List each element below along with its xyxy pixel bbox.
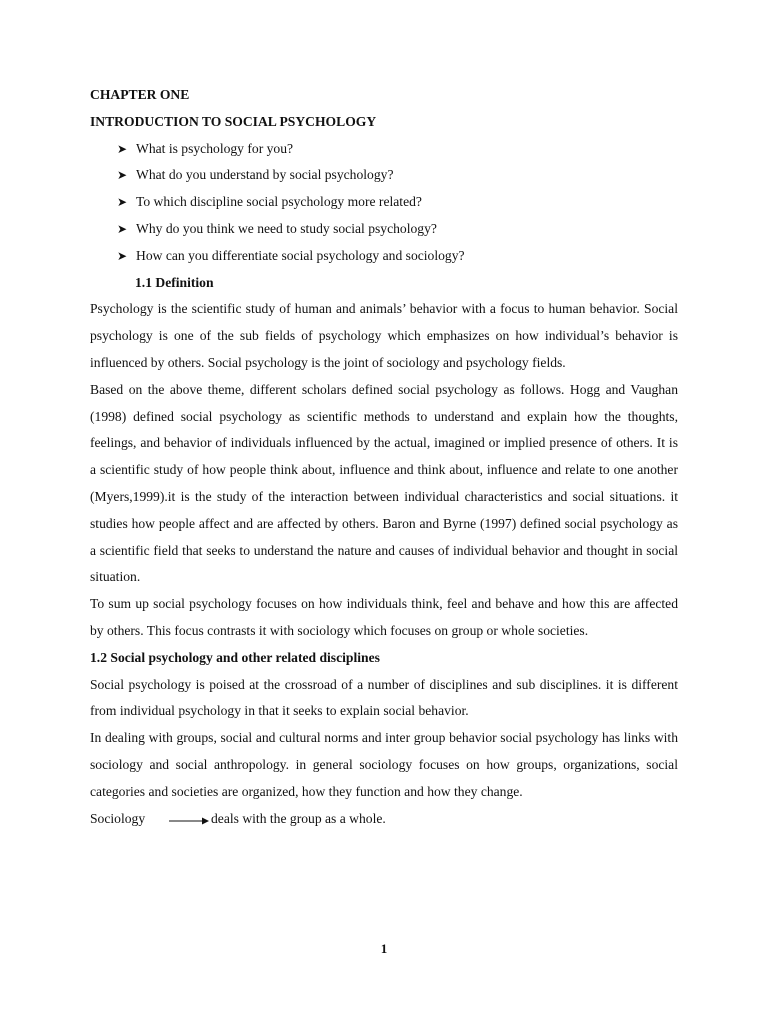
list-item: ➤ To which discipline social psychology more related? bbox=[117, 189, 678, 216]
paragraph-scholars: Based on the above theme, different scholars defined social psychology as follows. Hogg and Vaughan (1998) defined social psychology as scientific methods to understand and explain how the thoughts, feelings, and behavior of individuals influenced by the actual, imagined or implied presence of others. It is a scientific study of how people think about, influence and think about, influence and relate to one another (Myers,1999).it is the study of the interaction between individual characteristics and social situations. it studies how people affect and are affected by others. Baron and Byrne (1997) defined social psychology as a scientific field that seeks to understand the nature and causes of individual behavior and thought in social situation. bbox=[90, 381, 678, 585]
page-content bbox=[90, 82, 678, 832]
section-heading-related-disciplines: 1.2 Social psychology and other related disciplines bbox=[90, 649, 380, 665]
chapter-title: INTRODUCTION TO SOCIAL PSYCHOLOGY bbox=[90, 113, 377, 129]
page-number: 1 bbox=[380, 941, 388, 956]
section-heading-definition: 1.1 Definition bbox=[135, 274, 214, 290]
chapter-heading: CHAPTER ONE bbox=[90, 87, 190, 102]
list-item: ➤ Why do you think we need to study social psychology? bbox=[117, 216, 678, 243]
paragraph-definition: Psychology is the scientific study of human and animals’ behavior with a focus to human behavior. Social psychology is one of the sub fields of psychology which emphasizes on how individual’s behavior is influenced by others. Social psychology is the joint of sociology and psychology fields. bbox=[90, 301, 678, 370]
sociology-description: deals with the group as a whole. bbox=[211, 810, 386, 826]
arrow-bullet-icon: ➤ bbox=[117, 168, 128, 183]
list-item: ➤ How can you differentiate social psychology and sociology? bbox=[117, 243, 678, 270]
paragraph-crossroad: Social psychology is poised at the crossroad of a number of disciplines and sub disciplines. it is different from individual psychology in that it seeks to explain social behavior. bbox=[90, 676, 678, 719]
paragraph-summary: To sum up social psychology focuses on how individuals think, feel and behave and how this are affected by others. This focus contrasts it with sociology which focuses on group or whole societies. bbox=[90, 596, 678, 638]
sociology-label: Sociology bbox=[90, 810, 146, 826]
right-arrow-icon bbox=[169, 816, 209, 826]
question-list bbox=[90, 136, 678, 270]
list-item: ➤ What do you understand by social psychology? bbox=[117, 162, 678, 189]
arrow-bullet-icon: ➤ bbox=[117, 248, 128, 263]
paragraph-groups: In dealing with groups, social and cultural norms and inter group behavior social psychology has links with sociology and social anthropology. in general sociology focuses on how groups, organizations, social categories and societies are organized, how they function and how they change. bbox=[90, 730, 678, 799]
sociology-definition-line bbox=[90, 806, 678, 833]
arrow-bullet-icon: ➤ bbox=[117, 221, 128, 236]
arrow-bullet-icon: ➤ bbox=[117, 195, 128, 210]
list-item: ➤ What is psychology for you? bbox=[117, 136, 678, 163]
arrow-bullet-icon: ➤ bbox=[117, 141, 128, 156]
